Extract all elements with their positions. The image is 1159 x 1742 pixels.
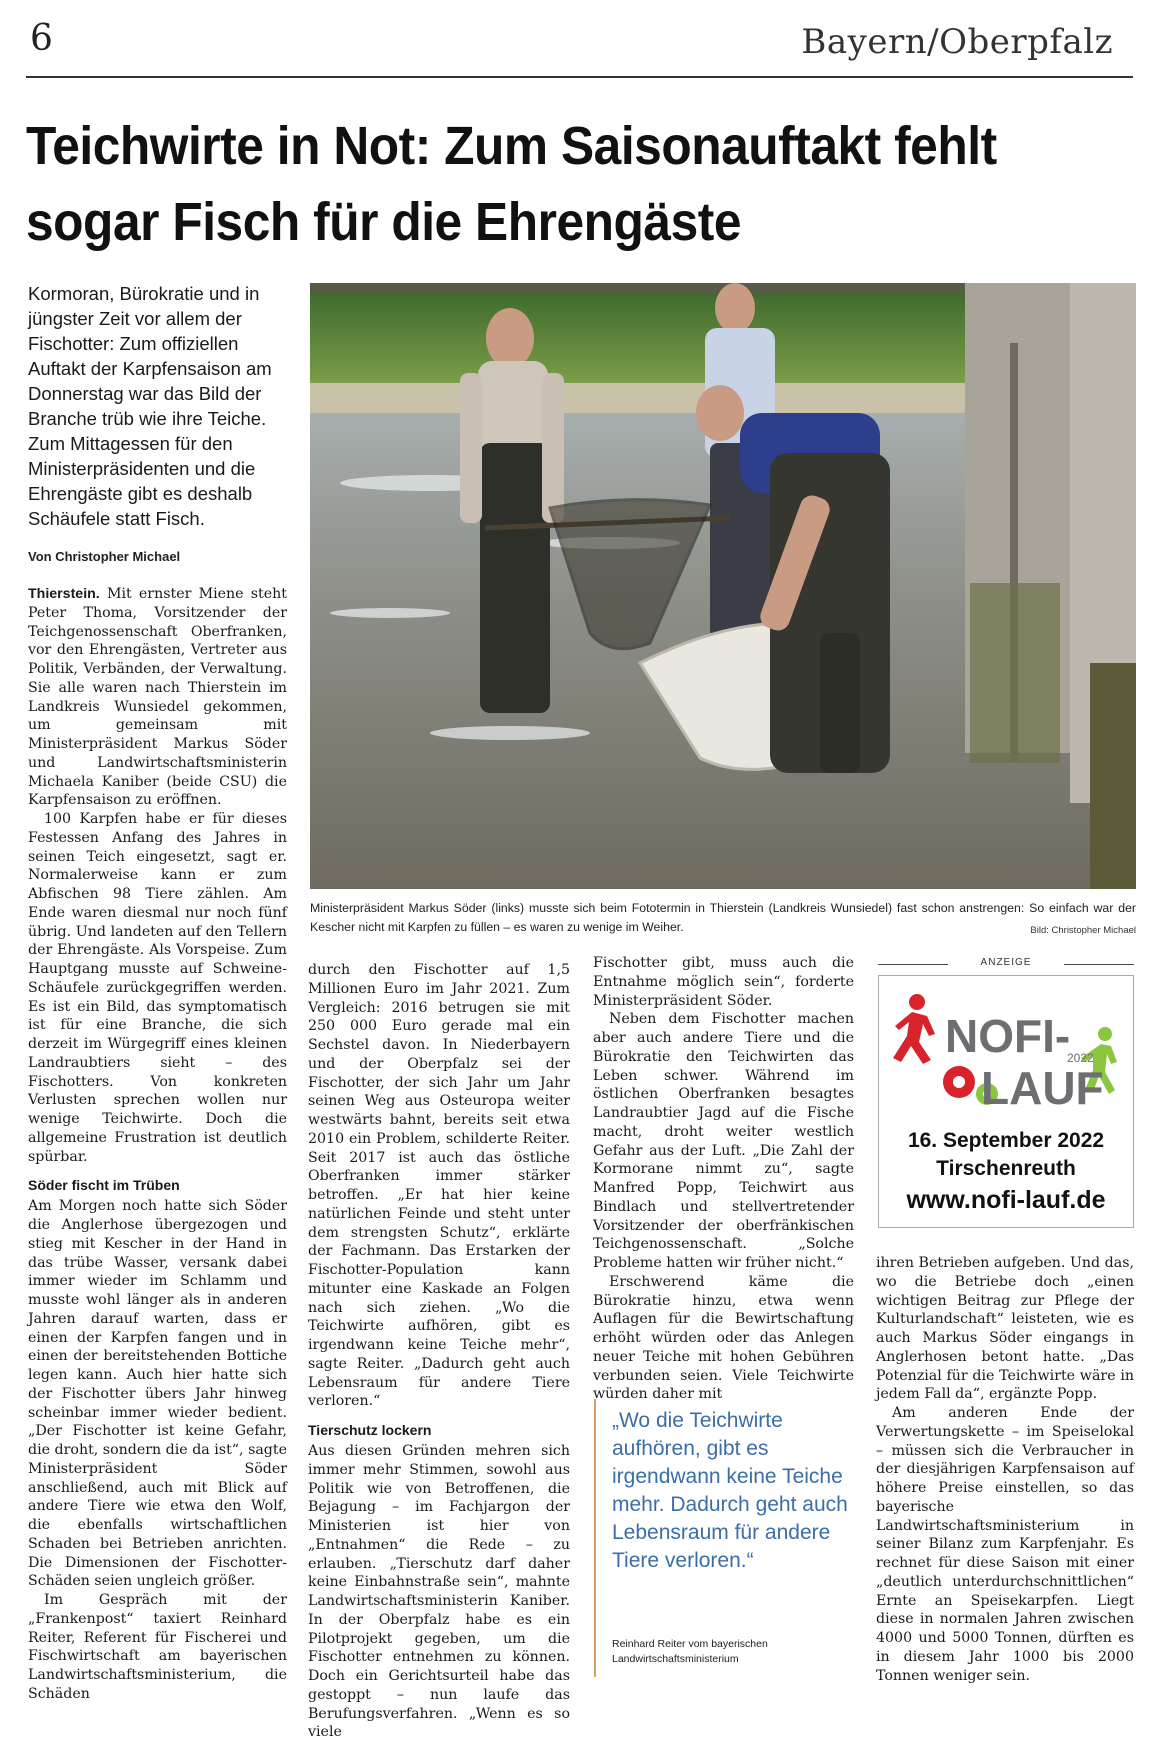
- ad-date-block: [879, 1127, 1133, 1183]
- logo-text-1: NOFI-: [945, 1010, 1071, 1062]
- paragraph-1: Mit ernster Miene steht Peter Thoma, Vorsitzender der Teichgenossenschaft Oberfranken, vor den Ehrengästen, Vertreter aus Politik, Verbänden, der Verwaltung. Sie alle waren nach Thierstein im Landkreis Wunsiedel gekommen, um gemeinsam mit Ministerpräsident Markus Söder und Landwirtschaftsministerin Michaela Kaniber (beide CSU) die Karpfensaison zu eröffnen.: [28, 586, 287, 809]
- caption-text: Ministerpräsident Markus Söder (links) musste sich beim Fototermin in Thierstein (Landkreis Wunsiedel) fast schon anstrengen: So einfach war der Kescher nicht mit Karpfen zu füllen – es waren zu wenige im Weiher.: [310, 901, 1136, 934]
- advertisement[interactable]: [878, 975, 1134, 1228]
- logo-text-2: LAUF: [981, 1062, 1104, 1114]
- article-column-2: [308, 961, 570, 1742]
- article-photo: [310, 283, 1136, 889]
- nofi-lauf-logo: [887, 982, 1127, 1122]
- ad-place: Tirschenreuth: [936, 1157, 1076, 1180]
- ad-url[interactable]: www.nofi-lauf.de: [906, 1186, 1106, 1214]
- paragraph-7-start: Erschwerend käme die Bürokratie hinzu, etwa wenn Auflagen für die Bewirtschaftung erhöht würden oder das Anlegen neuer Teiche mit hohen Gebühren verbunden seien. Viele Teichwirte würden daher mit: [593, 1273, 854, 1403]
- paragraph-7-cont: ihren Betrieben aufgeben. Und das, wo die Betriebe doch „einen wichtigen Beitrag zur Pflege der Kulturlandschaft“ leisteten, wie es auch Markus Söder eingangs in Anglerhosen betont hatte. „Das Potenzial für die Teichwirte wäre in jedem Fall da“, ergänzte Popp.: [876, 1255, 1134, 1403]
- paragraph-8: Am anderen Ende der Verwertungskette – im Speiselokal – müssen sich die Verbraucher in der diesjährigen Karpfensaison auf höhere Preise einstellen, so das bayerische Landwirtschaftsministerium in seiner Bilanz zum Karpfenjahr. Es rechnet für diese Saison mit einer „deutlich unterdurchschnittlichen“ Ernte an Speisekarpfen. Liegt diese in normalen Jahren zwischen 4000 und 5000 Tonnen, dürften es in diesem Jahr 1000 bis 2000 Tonnen weniger sein.: [876, 1405, 1134, 1684]
- subheading-2: Tierschutz lockern: [308, 1422, 432, 1438]
- header-rule: [26, 76, 1133, 78]
- paragraph-2: 100 Karpfen habe er für dieses Festessen Anfang des Jahres in seinen Teich eingesetzt, sagt er. Normalerweise kann er zum Abfischen 98 Tiere zählen. Am Ende waren diesmal nur noch fünf übrig. Und landeten auf den Tellern der Ehrengäste. Als Vorspeise. Zum Hauptgang musste auf Schweine-Schäufele zurückgegriffen werden. Es ist ein Bild, das symptomatisch ist für eine Branche, die sich derzeit im Würgegriff eines kleinen Landraubtiers sieht – des Fischotters. Von konkreten Verlusten sprechen wollen nur wenige Teichwirte. Doch die allgemeine Frustration ist deutlich spürbar.: [28, 811, 287, 1165]
- dateline: Thierstein.: [28, 586, 100, 602]
- subheading-1: Söder fischt im Trüben: [28, 1177, 180, 1194]
- lead-paragraph: Kormoran, Bürokratie und in jüngster Zeit vor allem der Fischotter: Zum offiziellen Auftakt der Karpfensaison am Donnerstag war das Bild der Branche trüb wie ihre Teiche. Zum Mittagessen für den Ministerpräsidenten und die Ehrengäste gibt es deshalb Schäufele statt Fisch.: [28, 283, 272, 529]
- logo-year: 2022: [1067, 1051, 1094, 1065]
- paragraph-4-start: Im Gespräch mit der „Frankenpost“ taxiert Reinhard Reiter, Referent für Fischerei und Fischwirtschaft am bayerischen Landwirtschaftsministerium, die Schäden: [28, 1592, 287, 1702]
- section-title: Bayern/Oberpfalz: [801, 22, 1113, 62]
- headline: Teichwirte in Not: Zum Saisonauftakt fehlt sogar Fisch für die Ehrengäste: [26, 116, 997, 252]
- paragraph-4-cont: durch den Fischotter auf 1,5 Millionen Euro im Jahr 2021. Zum Vergleich: 2016 betrugen sie mit 250 000 Euro gerade mal ein Sechstel davon. In Niederbayern und der Oberpfalz sei der Fischotter, der sich Jahr um Jahr seinen Weg aus Osteuropa weiter westwärts bahnt, bereits seit etwa 2010 ein Problem, schilderte Reiter. Seit 2017 ist auch das östliche Oberfranken immer stärker betroffen. „Er hat hier keine natürlichen Feinde und steht unter dem strengsten Schutz“, erklärte der Fachmann. Das Erstarken der Fischotter-Population kann mitunter eine Kaskade an Folgen nach sich ziehen. „Wo die Teichwirte aufhören, gibt es irgendwann keine Teiche mehr“, sagte Reiter. „Dadurch geht auch Lebensraum für andere Tiere verloren.“: [308, 962, 570, 1410]
- article-column-4: [876, 1254, 1134, 1685]
- ad-date: 16. September 2022: [907, 1129, 1105, 1152]
- pull-quote: [594, 1399, 856, 1677]
- ad-label: [878, 957, 1134, 971]
- photo-illustration: [310, 283, 1136, 889]
- paragraph-5-start: Aus diesen Gründen mehren sich immer mehr Stimmen, sowohl aus Politik wie von Betroffenen, die Bejagung – im Fachjargon der Ministerien ist hier von „Entnahmen“ die Rede – zu erlauben. „Tierschutz darf daher keine Einbahnstraße sein“, mahnte Landwirtschaftsministerin Kaniber. In der Oberpfalz habe es ein Pilotprojekt gegeben, um die Fischotter entnehmen zu können. Doch ein Gerichtsurteil habe das gestoppt – nun laufe das Berufungsverfahren. „Wenn es so viele: [308, 1443, 570, 1741]
- photo-caption: [310, 899, 1136, 940]
- article-column-3: [593, 954, 854, 1404]
- ad-label-text: ANZEIGE: [980, 957, 1032, 968]
- article-column-1: [28, 585, 287, 1704]
- paragraph-3: Am Morgen noch hatte sich Söder die Anglerhose übergezogen und stieg mit Kescher in der Hand in das trübe Wasser, versank dabei immer wieder im Schlamm und musste wohl länger als in anderen Jahren darauf warten, dass er einen der Karpfen fangen und in einen der bereitstehenden Bottiche legen kann. Auch hier hatte sich der Fischotter übers Jahr hinweg scheinbar immer wieder bedient. „Der Fischotter ist keine Gefahr, die droht, sondern die da ist“, sagte Ministerpräsident Söder anschließend, auch mit Blick auf andere Tiere wie etwa den Wolf, die ebenfalls wirtschaftlichen Schaden bei Betrieben anrichten. Die Dimensionen der Fischotter-Schäden seien ungleich größer.: [28, 1198, 287, 1590]
- red-runner-icon: [893, 994, 935, 1064]
- byline: Von Christopher Michael: [28, 549, 181, 564]
- paragraph-5-cont: Fischotter gibt, muss auch die Entnahme möglich sein“, forderte Ministerpräsident Söder.: [593, 955, 854, 1009]
- photo-credit: Bild: Christopher Michael: [1030, 925, 1136, 936]
- pull-quote-author: Reinhard Reiter vom bayerischen Landwirtschaftsministerium: [612, 1638, 768, 1665]
- page-number: 6: [30, 18, 53, 59]
- pull-quote-text: „Wo die Teichwirte aufhören, gibt es irgendwann keine Teiche mehr. Dadurch geht auch Lebensraum für andere Tiere verloren.“: [612, 1409, 848, 1572]
- paragraph-6: Neben dem Fischotter machen aber auch andere Tiere und die Bürokratie den Teichwirten das Leben schwer. Während im östlichen Oberfranken besagtes Landraubtier Jagd auf die Fische macht, droht weiter westlich Gefahr aus der Luft. „Die Zahl der Kormorane nimmt zu“, sagte Manfred Popp, Teichwirt aus Bindlach und stellvertretender Vorsitzender der oberfränkischen Teichgenossenschaft. „Solche Probleme hatten wir früher nicht.“: [593, 1011, 854, 1271]
